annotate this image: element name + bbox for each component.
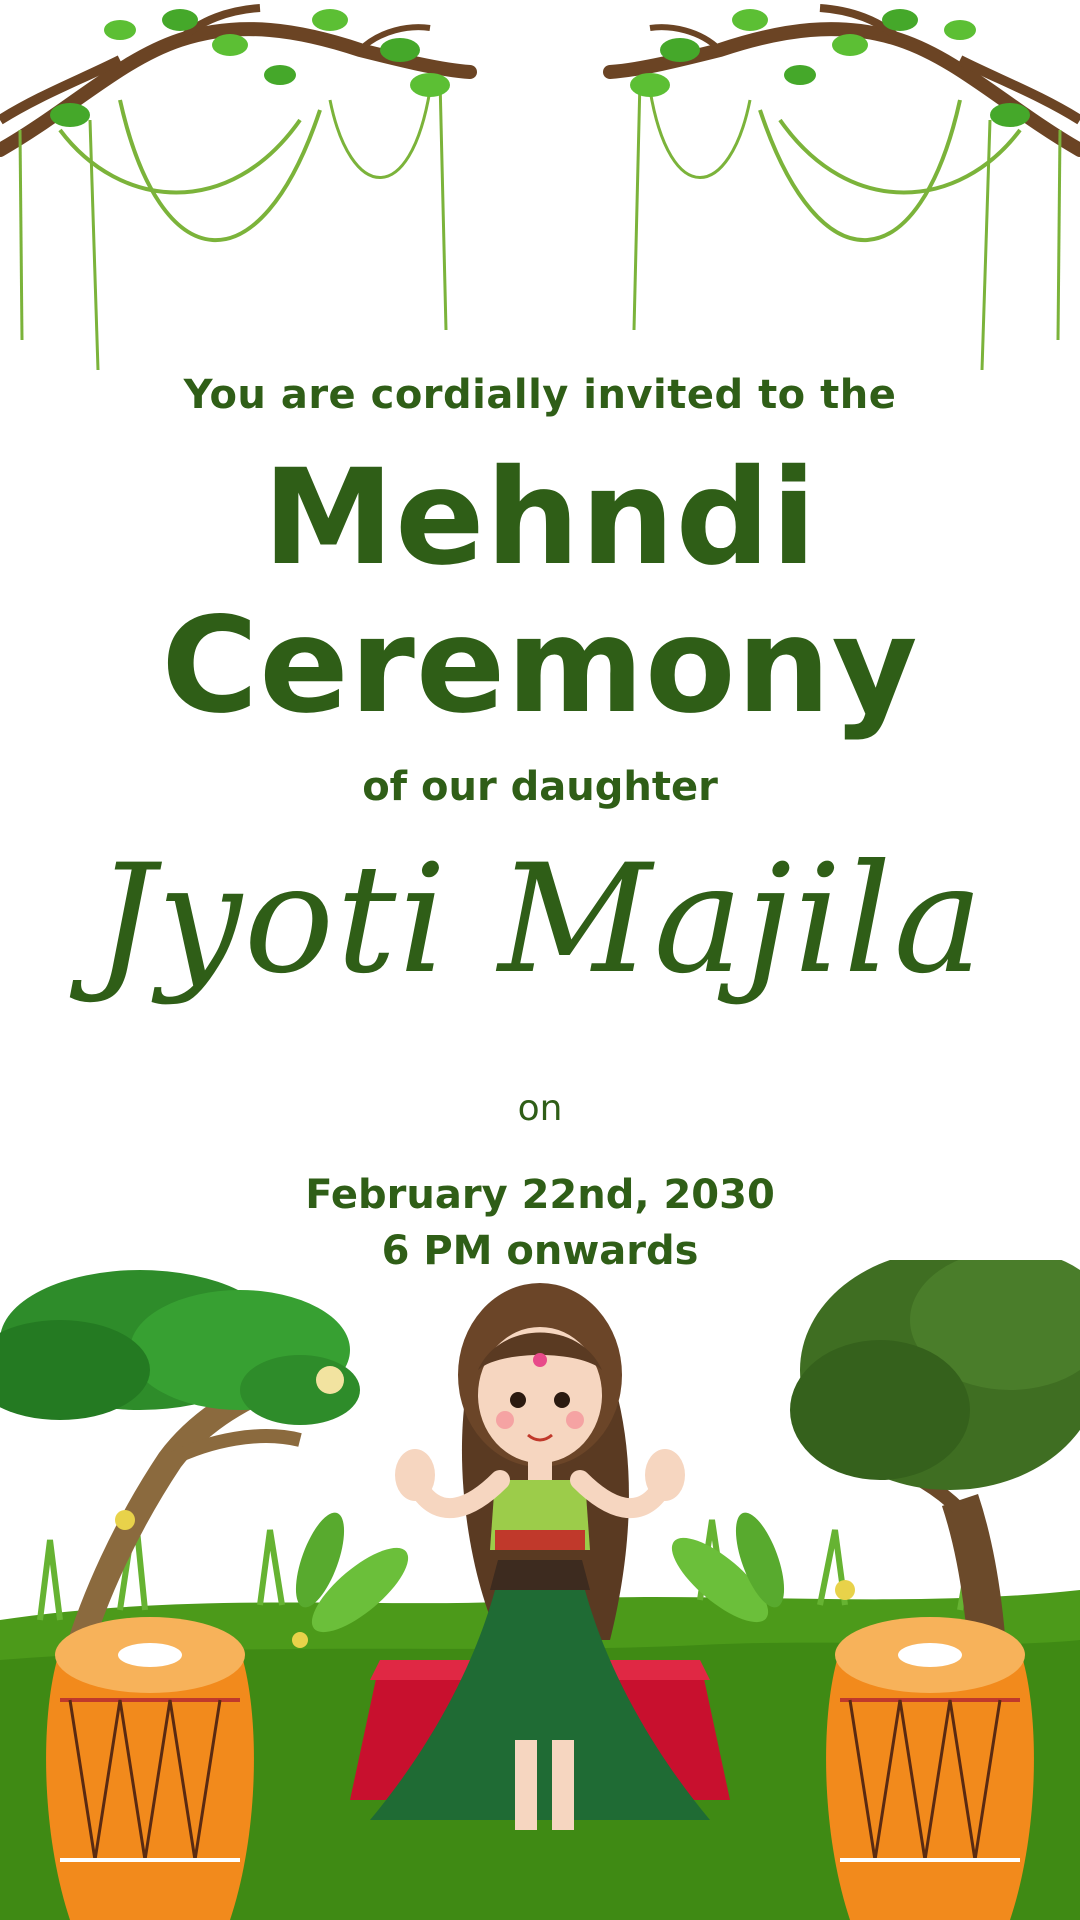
event-date: February 22nd, 2030: [305, 1172, 775, 1218]
relation-text: of our daughter: [362, 764, 718, 810]
vine-branch-right: [610, 8, 1080, 370]
vine-branch-left: [0, 8, 470, 370]
hanging-vines-decoration: [0, 0, 1080, 400]
dhol-drum-left: [46, 1617, 254, 1920]
dhol-drum-right: [826, 1617, 1034, 1920]
bride-name: Jyoti Majila: [94, 833, 985, 1007]
invite-intro: You are cordially invited to the: [183, 372, 897, 418]
event-time: 6 PM onwards: [381, 1228, 699, 1274]
mehndi-scene-illustration: [0, 1260, 1080, 1920]
title-mehndi: Mehndi: [262, 441, 818, 595]
on-text: on: [517, 1088, 563, 1129]
title-ceremony: Ceremony: [161, 589, 919, 743]
